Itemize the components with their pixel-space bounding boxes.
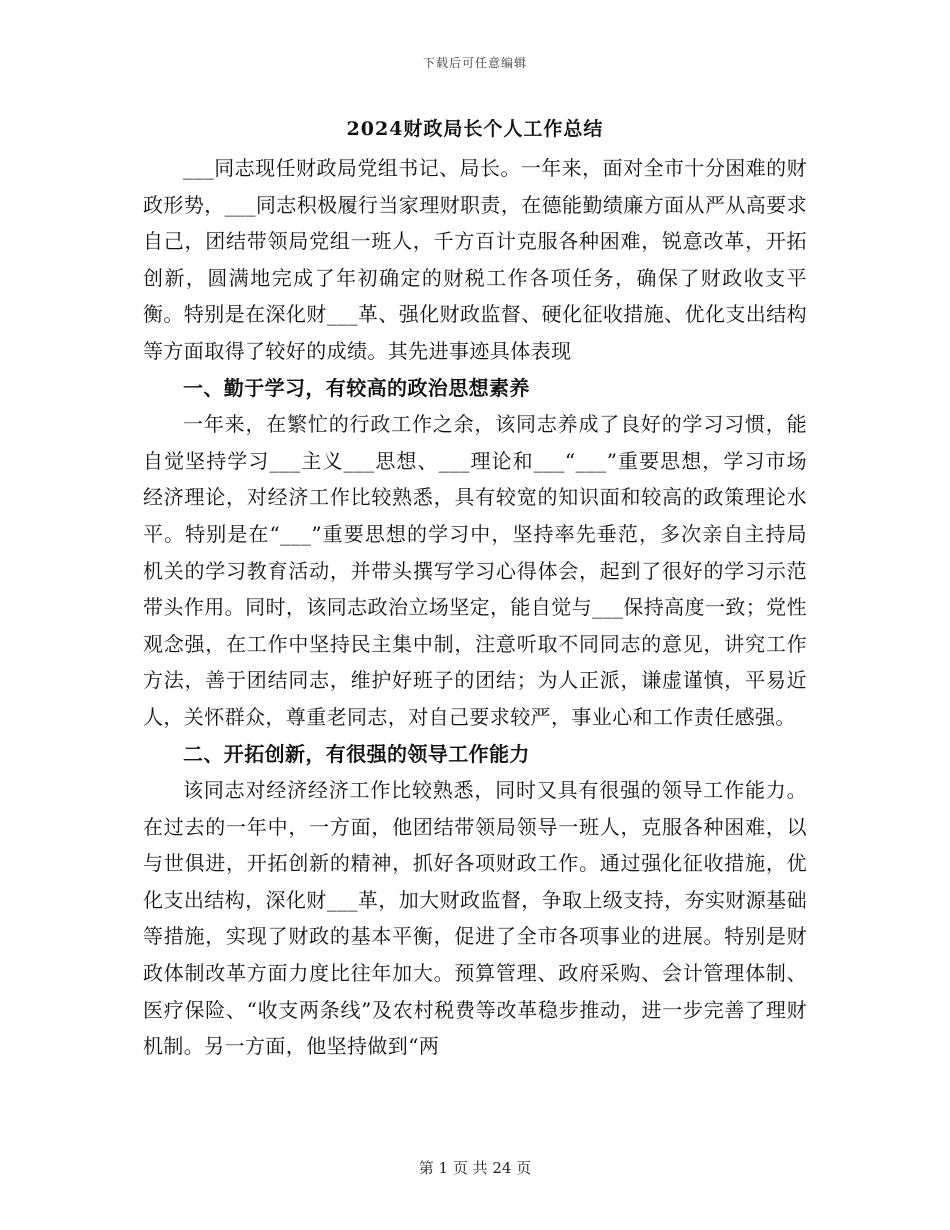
document-title: 2024财政局长个人工作总结 bbox=[346, 118, 604, 140]
page-footer: 第 1 页 共 24 页 bbox=[418, 1159, 532, 1177]
section-2-paragraph: 该同志对经济经济工作比较熟悉，同时又具有很强的领导工作能力。在过去的一年中，一方面，他团结带领局领导一班人，克服各种困难，以与世俱进，开拓创新的精神，抓好各项财政工作。通过强化征收措施，优化支出结构，深化财___革，加大财政监督，争取上级支持，夯实财源基础等措施，实现了财政的基本平衡，促进了全市各项事业的进展。特别是财政体制改革方面力度比往年加大。预算管理、政府采购、会计管理体制、医疗保险、“收支两条线”及农村税费等改革稳步推动，进一步完善了理财机制。另一方面，他坚持做到“两 bbox=[143, 778, 807, 1059]
header-note: 下载后可任意编辑 bbox=[422, 56, 527, 70]
document-body bbox=[143, 150, 807, 1065]
intro-paragraph: ___同志现任财政局党组书记、局长。一年来，面对全市十分困难的财政形势，___同志积极履行当家理财职责，在德能勤绩廉方面从严从高要求自己，团结带领局党组一班人，千方百计克服各种困难，锐意改革，开拓创新，圆满地完成了年初确定的财税工作各项任务，确保了财政收支平衡。特别是在深化财___革、强化财政监督、硬化征收措施、优化支出结构等方面取得了较好的成绩。其先进事迹具体表现 bbox=[143, 156, 807, 363]
section-heading-2: 二、开拓创新，有很强的领导工作能力 bbox=[183, 741, 530, 766]
section-heading-1: 一、勤于学习，有较高的政治思想素养 bbox=[183, 375, 530, 400]
section-1-paragraph: 一年来，在繁忙的行政工作之余，该同志养成了良好的学习习惯，能自觉坚持学习___主义___思想、___理论和___“___”重要思想，学习市场经济理论，对经济工作比较熟悉，具有较宽的知识面和较高的政策理论水平。特别是在“___”重要思想的学习中，坚持率先垂范，多次亲自主持局机关的学习教育活动，并带头撰写学习心得体会，起到了很好的学习示范带头作用。同时，该同志政治立场坚定，能自觉与___保持高度一致；党性观念强，在工作中坚持民主集中制，注意听取不同同志的意见，讲究工作方法，善于团结同志，维护好班子的团结；为人正派，谦虚谨慎，平易近人，关怀群众，尊重老同志，对自己要求较严，事业心和工作责任感强。 bbox=[143, 412, 807, 729]
